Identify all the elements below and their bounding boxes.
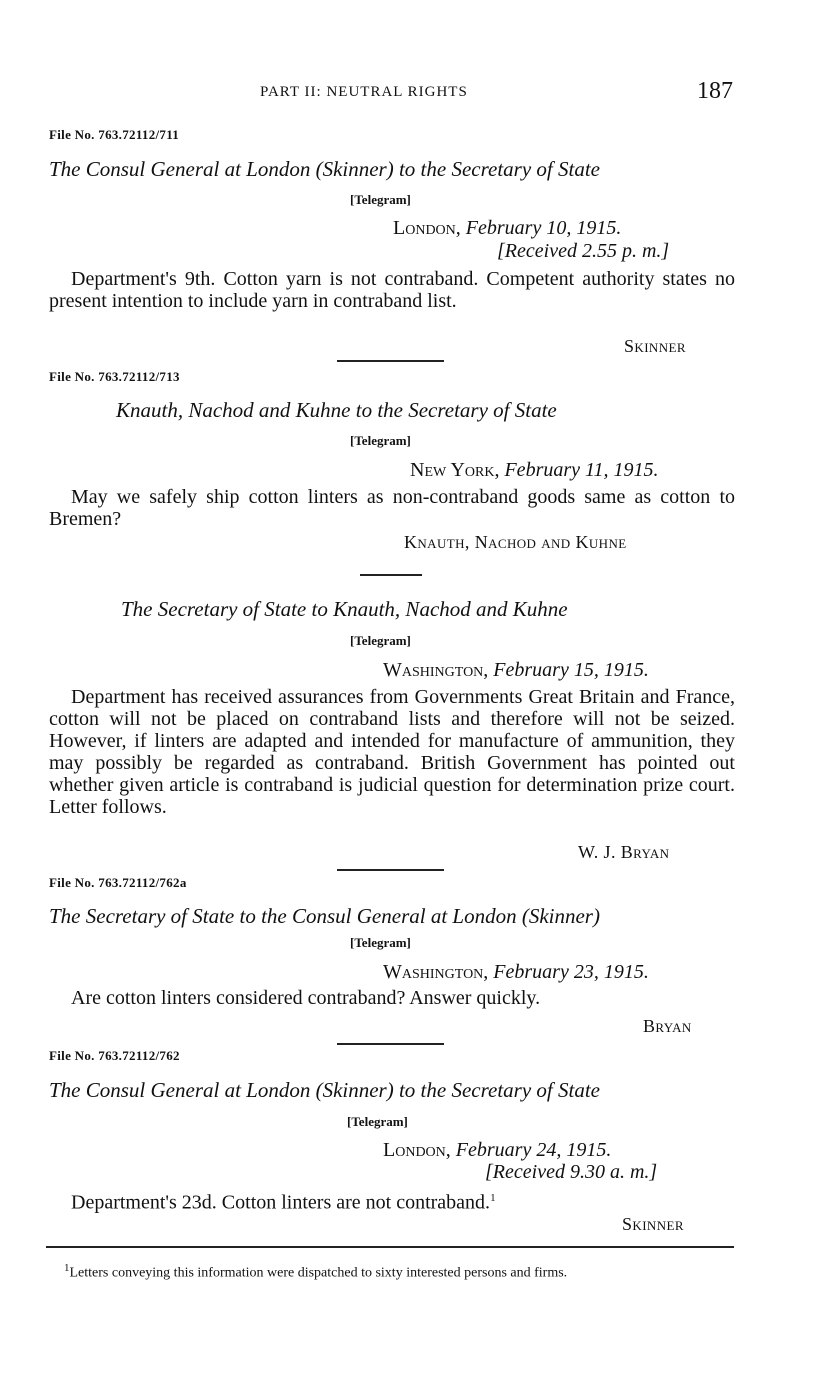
dateline [393, 217, 621, 240]
telegram-tag: [Telegram] [350, 935, 411, 950]
message-body [71, 1187, 496, 1214]
received-note: [Received 9.30 a. m.] [485, 1161, 658, 1183]
file-number: File No. 763.72112/762 [49, 1048, 180, 1063]
signature: Knauth, Nachod and Kuhne [404, 532, 627, 552]
document-heading: The Consul General at London (Skinner) to the Secretary of State [49, 1078, 600, 1102]
dateline [383, 961, 649, 984]
dateline [383, 659, 649, 682]
document-heading: The Secretary of State to Knauth, Nachod and Kuhne [121, 597, 568, 621]
separator-rule [337, 869, 444, 871]
dateline-date: February 10, 1915. [465, 217, 622, 239]
signature: Bryan [643, 1016, 692, 1036]
telegram-tag: [Telegram] [350, 633, 411, 648]
dateline-place: London, [393, 217, 461, 239]
dateline [410, 459, 659, 482]
document-heading: The Consul General at London (Skinner) to the Secretary of State [49, 157, 600, 181]
footnote [46, 1260, 736, 1282]
dateline-date: February 23, 1915. [493, 961, 649, 983]
dateline-date: February 24, 1915. [455, 1139, 612, 1161]
separator-rule [360, 574, 422, 576]
file-number: File No. 763.72112/762a [49, 875, 187, 890]
signature: W. J. Bryan [578, 842, 670, 862]
signature: Skinner [624, 336, 686, 356]
dateline-date: February 11, 1915. [504, 459, 659, 481]
dateline-place: Washington, [383, 961, 489, 983]
dateline-date: February 15, 1915. [493, 659, 649, 681]
message-text: Department's 23d. Cotton linters are not contraband. [71, 1191, 491, 1214]
dateline [383, 1139, 611, 1162]
dateline-place: Washington, [383, 659, 489, 681]
footnote-reference: 1 [490, 1192, 496, 1204]
document-heading: Knauth, Nachod and Kuhne to the Secretary of State [116, 398, 557, 422]
signature: Skinner [622, 1214, 684, 1234]
file-number: File No. 763.72112/711 [49, 127, 180, 142]
document-heading: The Secretary of State to the Consul General at London (Skinner) [49, 904, 600, 928]
footnote-marker: 1 [64, 1262, 70, 1274]
running-title: PART II: NEUTRAL RIGHTS [260, 84, 468, 100]
telegram-tag: [Telegram] [350, 433, 411, 448]
separator-rule [337, 1043, 444, 1045]
telegram-tag: [Telegram] [350, 192, 411, 207]
received-note: [Received 2.55 p. m.] [497, 240, 670, 262]
footnote-rule [46, 1246, 734, 1248]
message-body: Department has received assurances from Governments Great Britain and France, cotton will not be placed on contraband lists and therefore will not be seized. However, if linters are adapted and intended for manufacture of ammunition, they may possibly be regarded as contraband. British Government has pointed out whether given article is contraband is judicial question for determination prize court. Letter follows. [49, 686, 735, 818]
message-body: Are cotton linters considered contraband? Answer quickly. [71, 987, 541, 1009]
message-body: Department's 9th. Cotton yarn is not contraband. Competent authority states no present intention to include yarn in contraband list. [49, 268, 735, 312]
telegram-tag: [Telegram] [347, 1114, 408, 1129]
separator-rule [337, 360, 444, 362]
page-number: 187 [697, 78, 733, 104]
footnote-text: Letters conveying this information were dispatched to sixty interested persons and firms. [69, 1265, 568, 1281]
file-number: File No. 763.72112/713 [49, 369, 180, 384]
dateline-place: London, [383, 1139, 451, 1161]
dateline-place: New York, [410, 459, 500, 481]
message-body: May we safely ship cotton linters as non-contraband goods same as cotton to Bremen? [49, 486, 735, 530]
